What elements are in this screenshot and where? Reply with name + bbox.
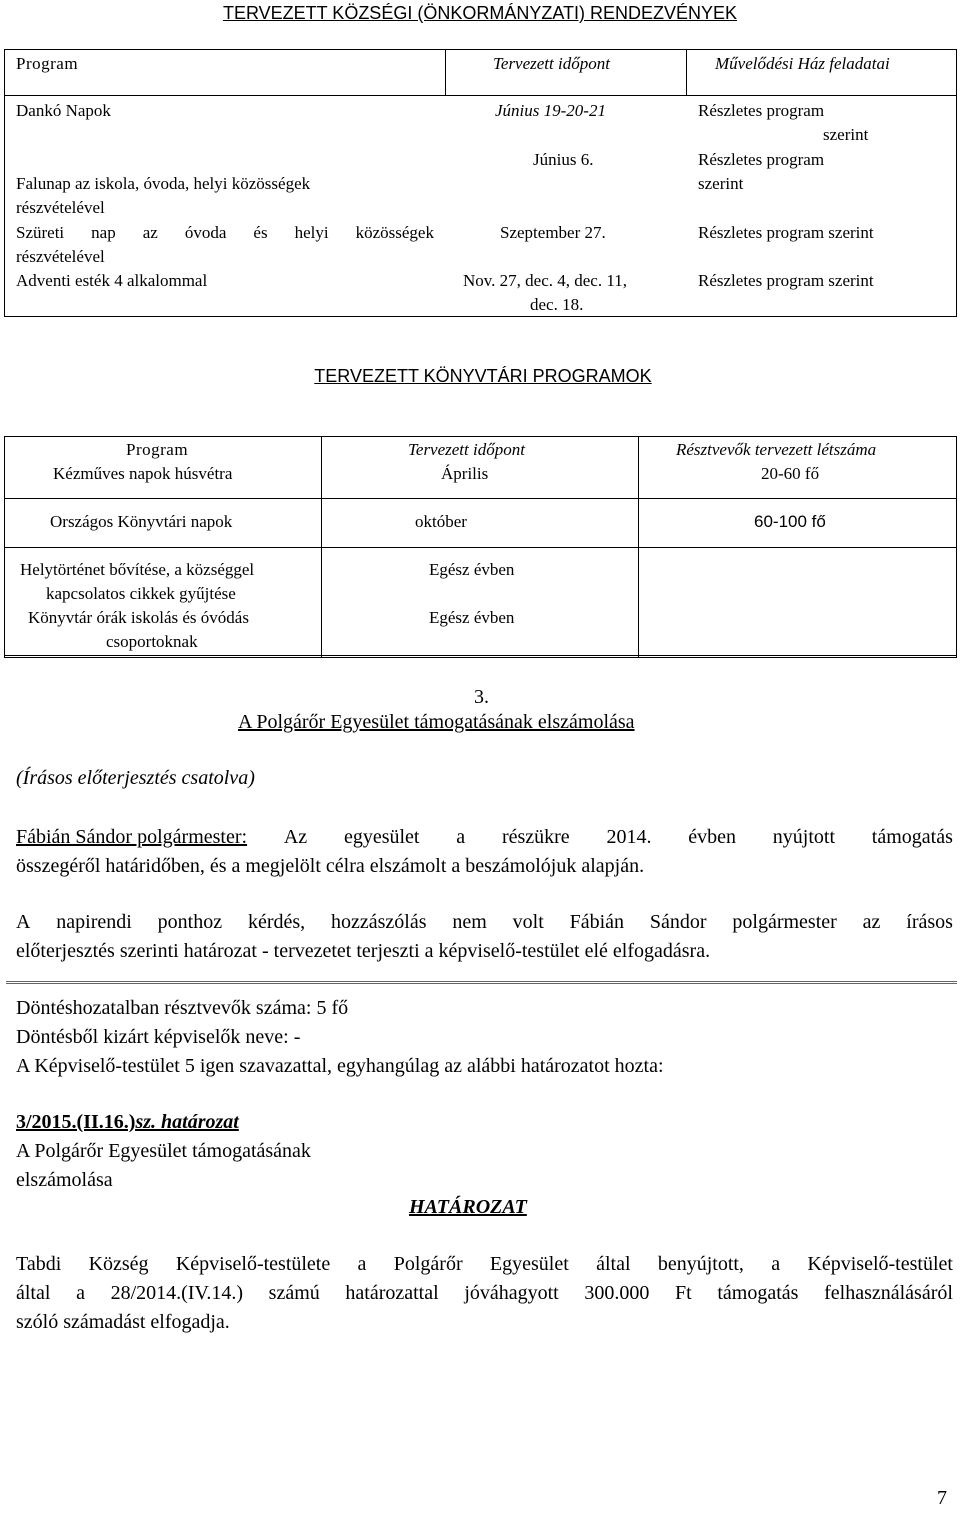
library-row-program: csoportoknak: [106, 632, 198, 651]
divider: [6, 981, 957, 984]
events-row-program: részvételével: [16, 247, 105, 266]
agenda-note: (Írásos előterjesztés csatolva): [16, 767, 255, 789]
library-row-program: Országos Könyvtári napok: [50, 512, 233, 531]
section1-title: TERVEZETT KÖZSÉGI (ÖNKORMÁNYZATI) RENDEZVÉNYEK: [222, 3, 738, 23]
events-row-task: szerint: [823, 125, 869, 144]
resolution-subject: A Polgárőr Egyesület támogatásának: [16, 1140, 311, 1162]
events-row-task: Részletes program: [698, 101, 825, 120]
library-row-program: Kézműves napok húsvétra: [53, 464, 233, 483]
resolution-text-line3: szóló számadást elfogadja.: [16, 1311, 230, 1333]
library-row-program: Helytörténet bővítése, a községgel: [20, 560, 255, 579]
speaker-name: Fábián Sándor polgármester:: [16, 826, 248, 848]
page-number: 7: [937, 1487, 947, 1509]
events-row-program: Szüreti nap az óvoda és helyi közösségek: [16, 223, 434, 242]
events-header-task: Művelődési Ház feladatai: [715, 54, 890, 73]
events-table: [4, 49, 957, 317]
library-header-count: Résztvevők tervezett létszáma: [676, 440, 877, 459]
events-row-program: Adventi esték 4 alkalommal: [16, 271, 208, 290]
events-row-task: Részletes program szerint: [698, 223, 874, 242]
events-row-date: dec. 18.: [530, 295, 584, 314]
events-row-date: Nov. 27, dec. 4, dec. 11,: [463, 271, 627, 290]
resolution-text-line2: által a 28/2014.(IV.14.) számú határozattal jóváhagyott 300.000 Ft támogatás felhasználásáról: [16, 1282, 953, 1304]
resolution-subject: elszámolása: [16, 1169, 113, 1191]
library-row-program: kapcsolatos cikkek gyűjtése: [46, 584, 236, 603]
events-row-program: részvételével: [16, 198, 105, 217]
library-row-count: 20-60 fő: [761, 464, 820, 483]
events-row-task: Részletes program szerint: [698, 271, 874, 290]
resolution-heading: HATÁROZAT: [409, 1196, 527, 1218]
events-row-task: szerint: [698, 174, 744, 193]
para1-line2: összegéről határidőben, és a megjelölt célra elszámolt a beszámolójuk alapján.: [16, 855, 645, 877]
events-row-date: Szeptember 27.: [500, 223, 606, 242]
agenda-title: A Polgárőr Egyesület támogatásának elszámolása: [238, 711, 635, 733]
section2-title: TERVEZETT KÖNYVTÁRI PROGRAMOK: [314, 366, 652, 386]
library-row-date: Egész évben: [429, 560, 515, 579]
library-row-date: Egész évben: [429, 608, 515, 627]
library-header-date: Tervezett időpont: [408, 440, 525, 459]
vote-participants: Döntéshozatalban résztvevők száma: 5 fő: [16, 997, 349, 1019]
library-row-program: Könyvtár órák iskolás és óvódás: [28, 608, 249, 627]
para1-line1: Fábián Sándor polgármester: Az egyesület a részükre 2014. évben nyújtott támogatás: [16, 823, 953, 852]
events-row-task: Részletes program: [698, 150, 825, 169]
library-row-date: Április: [441, 464, 489, 483]
para2-line2: előterjesztés szerinti határozat - tervezetet terjeszti a képviselő-testület elé elfogadásra.: [16, 940, 711, 962]
para2-line1: A napirendi ponthoz kérdés, hozzászólás nem volt Fábián Sándor polgármester az írásos: [16, 911, 953, 933]
library-rows: [4, 498, 957, 656]
library-row-date: október: [415, 512, 467, 531]
vote-result: A Képviselő-testület 5 igen szavazattal, egyhangúlag az alábbi határozatot hozta:: [16, 1055, 664, 1077]
events-header-date: Tervezett időpont: [493, 54, 610, 73]
vote-excluded: Döntésből kizárt képviselők neve: -: [16, 1026, 301, 1048]
events-row-program: Dankó Napok: [16, 101, 111, 120]
agenda-number: 3.: [474, 686, 489, 708]
events-row-program: Falunap az iskola, óvoda, helyi közösségek: [16, 174, 311, 193]
library-header-program: Program: [126, 440, 189, 459]
resolution-number: 3/2015.(II.16.)sz. határozat: [16, 1111, 239, 1133]
events-row-date: Június 19-20-21: [495, 101, 606, 120]
events-header-program: Program: [16, 54, 79, 73]
resolution-text-line1: Tabdi Község Képviselő-testülete a Polgárőr Egyesület által benyújtott, a Képviselő-testület: [16, 1253, 953, 1275]
library-row-count: 60-100 fő: [754, 512, 826, 531]
events-row-date: Június 6.: [533, 150, 594, 169]
